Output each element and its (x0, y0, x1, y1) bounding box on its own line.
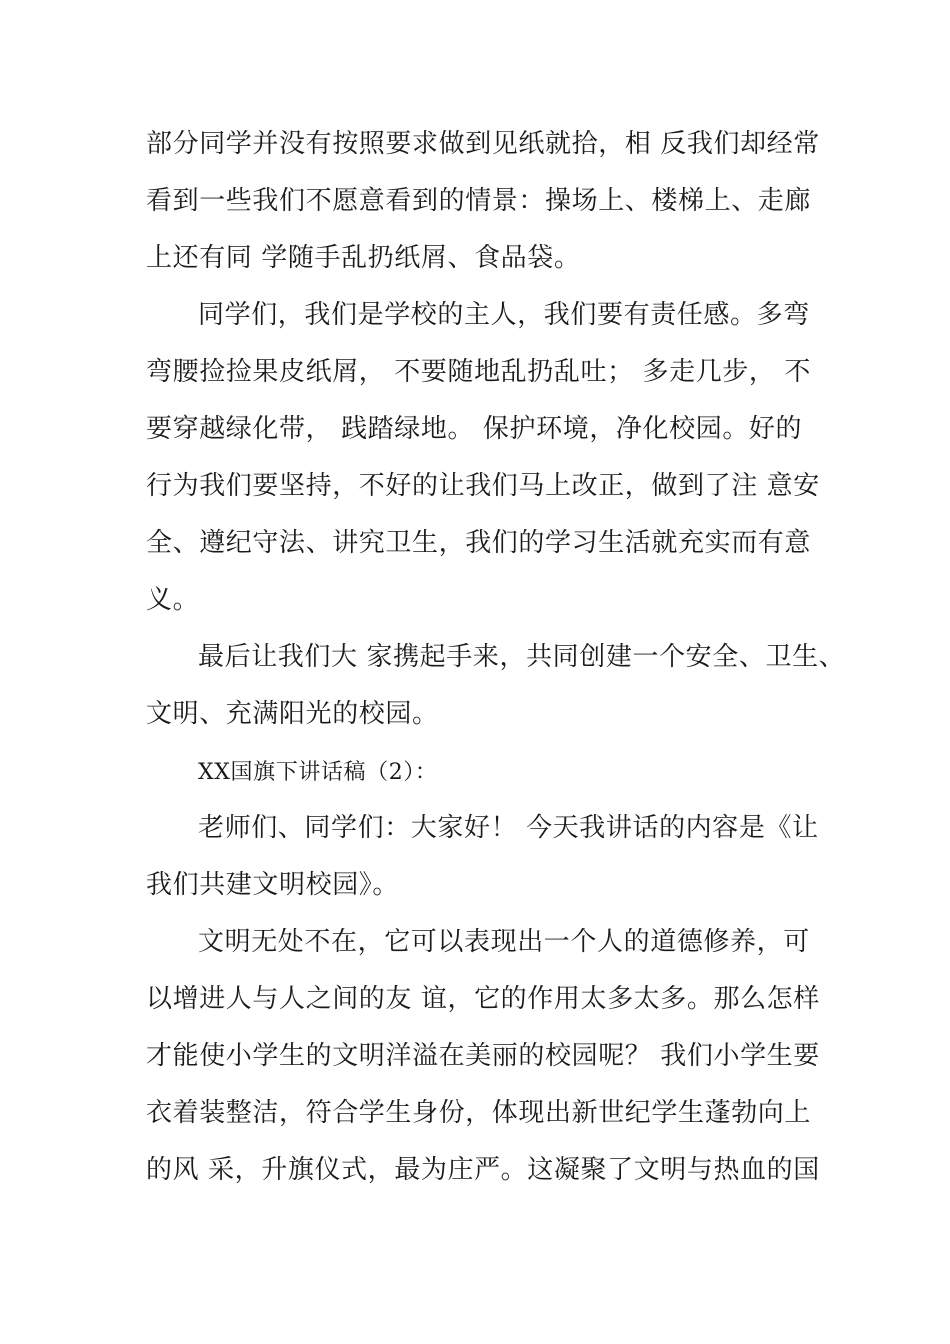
text-line: 最后让我们大 家携起手来，共同创建一个安全、卫生、 (198, 642, 846, 672)
text-line: 部分同学并没有按照要求做到见纸就拾，相 反我们却经常 (146, 129, 820, 159)
section-heading: XX国旗下讲话稿（2）： (198, 760, 438, 785)
text-line: 同学们，我们是学校的主人，我们要有责任感。多弯 (198, 300, 810, 330)
text-line: 的风 采，升旗仪式，最为庄严。这凝聚了文明与热血的国 (146, 1155, 820, 1185)
text-line: 老师们、同学们：大家好！ 今天我讲话的内容是《让 (198, 813, 819, 843)
text-line: 行为我们要坚持，不好的让我们马上改正，做到了注 意安 (146, 471, 820, 501)
text-line: 才能使小学生的文明洋溢在美丽的校园呢？ 我们小学生要 (146, 1041, 820, 1071)
text-line: 看到一些我们不愿意看到的情景：操场上、楼梯上、走廊 (146, 186, 812, 216)
text-line: 义。 (146, 585, 200, 615)
text-line: 我们共建文明校园》。 (146, 870, 400, 900)
text-line: 全、遵纪守法、讲究卫生，我们的学习生活就充实而有意 (146, 528, 812, 558)
text-line: 弯腰捡捡果皮纸屑， 不要随地乱扔乱吐； 多走几步， 不 (146, 357, 811, 387)
text-line: 以增进人与人之间的友 谊，它的作用太多太多。那么怎样 (146, 984, 820, 1014)
text-line: 文明、充满阳光的校园。 (146, 699, 439, 729)
text-line: 文明无处不在，它可以表现出一个人的道德修养，可 (198, 927, 810, 957)
text-line: 衣着装整洁，符合学生身份，体现出新世纪学生蓬勃向上 (146, 1098, 812, 1128)
text-line: 上还有同 学随手乱扔纸屑、食品袋。 (146, 243, 581, 273)
text-line: 要穿越绿化带， 践踏绿地。 保护环境，净化校园。好的 (146, 414, 803, 444)
